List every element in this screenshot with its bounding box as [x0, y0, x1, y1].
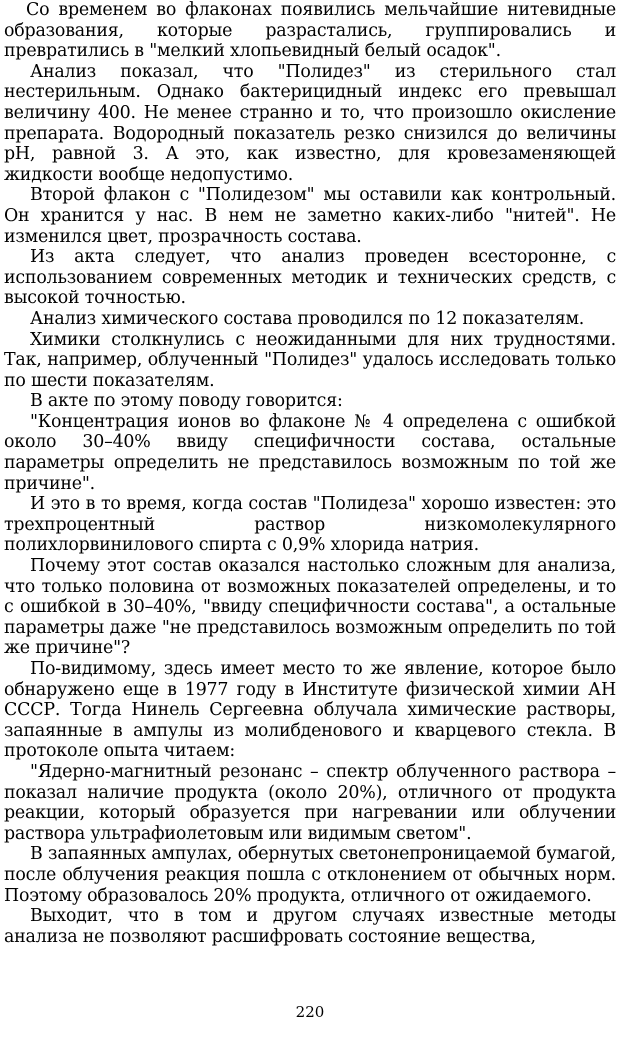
paragraph: По-видимому, здесь имеет место то же явление, которое было обнаружено еще в 1977 году в Институте физической химии АН СССР. Тогда Нинель Сергеевна облучала химические растворы, запаянные в ампулы из молибденового и кварцевого стекла. В протоколе опыта читаем: — [4, 659, 616, 762]
paragraph: В акте по этому поводу говорится: — [30, 391, 343, 412]
paragraph: "Концентрация ионов во флаконе № 4 определена с ошибкой около 30–40% ввиду специфичности состава, остальные параметры определить не представилось возможным по той же причине". — [4, 411, 616, 494]
paragraph: Со временем во флаконах появились мельчайшие нитевидные образования, которые разрастались, группировались и превратились в "мелкий хлопьевидный белый осадок". — [4, 0, 616, 62]
page-number: 220 — [295, 1003, 325, 1021]
paragraph: "Ядерно-магнитный резонанс – спектр облученного раствора – показал наличие продукта (около 20%), отличного от продукта реакции, который образуется при нагревании или облучении раствора ультрафиолетовым или видимым светом". — [4, 761, 616, 844]
paragraph: В запаянных ампулах, обернутых светонепроницаемой бумагой, после облучения реакция пошла с отклонением от обычных норм. Поэтому образовалось 20% продукта, отличного от ожидаемого. — [4, 844, 616, 906]
paragraph: Выходит, что в том и другом случаях известные методы анализа не позволяют расшифровать состояние вещества, — [4, 906, 616, 947]
paragraph: Почему этот состав оказался настолько сложным для анализа, что только половина от возможных показателей определены, и то с ошибкой в 30–40%, "ввиду специфичности состава", а остальные параметры даже "не представилось возможным определить по той же причине"? — [4, 556, 616, 659]
paragraph: Анализ показал, что "Полидез" из стерильного стал нестерильным. Однако бактерицидный индекс его превышал величину 400. Не менее странно и то, что произошло окисление препарата. Водородный показатель резко снизился до величины pH, равной 3. А это, как известно, для кровезаменяющей жидкости вообще недопустимо. — [4, 61, 616, 185]
paragraph: Второй флакон с "Полидезом" мы оставили как контрольный. Он хранится у нас. В нем не заметно каких-либо "нитей". Не изменился цвет, прозрачность состава. — [4, 185, 616, 247]
paragraph: Химики столкнулись с неожиданными для них трудностями. Так, например, облученный "Полидез" удалось исследовать только по шести показателям. — [4, 329, 616, 391]
paragraph: Из акта следует, что анализ проведен всесторонне, с использованием современных методик и технических средств, с высокой точностью. — [4, 247, 616, 309]
paragraph: Анализ химического состава проводился по 12 показателям. — [30, 308, 585, 329]
paragraph: И это в то время, когда состав "Полидеза" хорошо известен: это трехпроцентный раствор низкомолекулярного полихлорвинилового спирта с 0,9% хлорида натрия. — [4, 494, 616, 556]
page-text — [4, 0, 616, 1042]
